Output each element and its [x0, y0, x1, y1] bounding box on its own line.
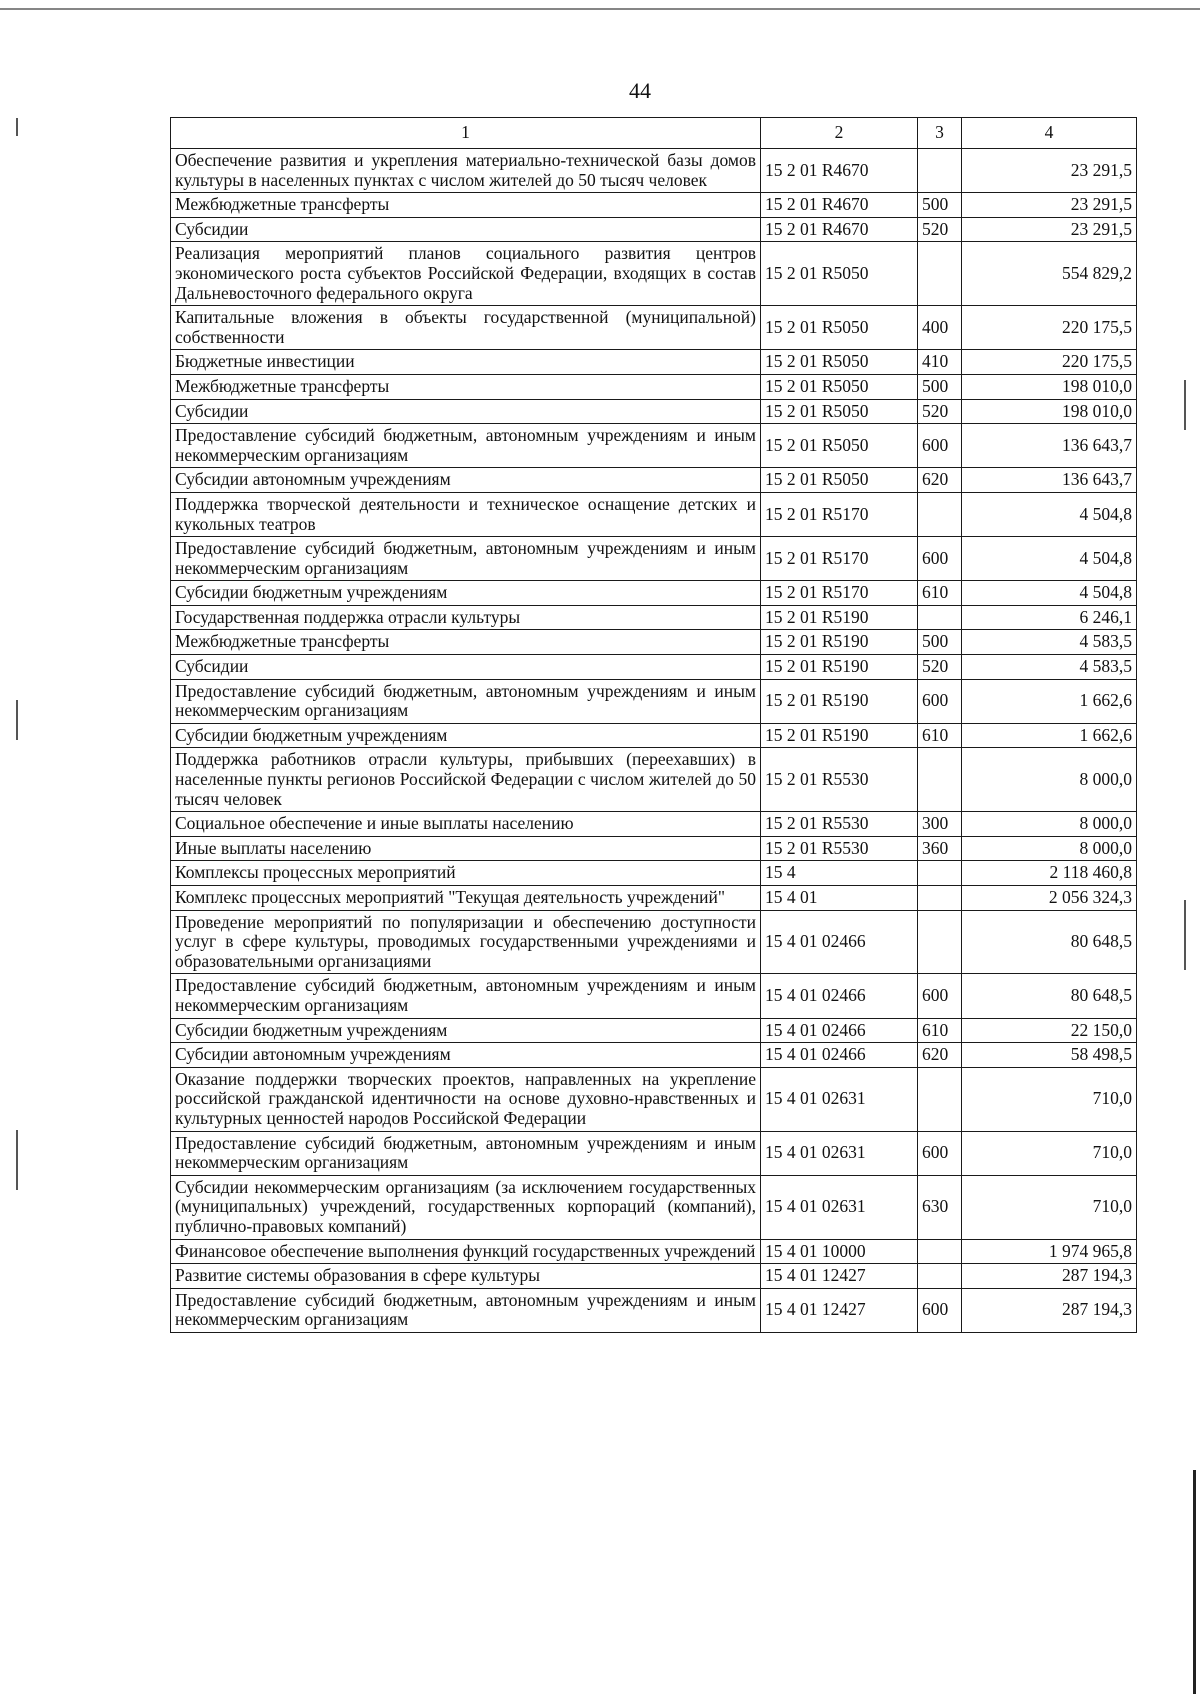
- row-code-cell: 15 2 01 R5190: [761, 630, 918, 655]
- row-name-cell: Комплексы процессных мероприятий: [171, 861, 761, 886]
- row-sum-cell: 80 648,5: [962, 910, 1137, 974]
- row-name-cell: Капитальные вложения в объекты государственной (муниципальной) собственности: [171, 306, 761, 350]
- table-header-row: [171, 118, 1137, 149]
- row-code-cell: 15 2 01 R5050: [761, 306, 918, 350]
- row-name-cell: Субсидии бюджетным учреждениям: [171, 581, 761, 606]
- row-sum-cell: 198 010,0: [962, 374, 1137, 399]
- row-sum-cell: 8 000,0: [962, 748, 1137, 812]
- row-type-cell: 600: [918, 537, 962, 581]
- row-code-cell: 15 2 01 R5530: [761, 836, 918, 861]
- table-row: [171, 1264, 1137, 1289]
- table-row: [171, 861, 1137, 886]
- scan-edge-line: [0, 8, 1200, 10]
- row-type-cell: 300: [918, 812, 962, 837]
- table-row: [171, 537, 1137, 581]
- header-cell: 1: [171, 118, 761, 149]
- row-type-cell: [918, 1239, 962, 1264]
- row-code-cell: 15 2 01 R4670: [761, 193, 918, 218]
- scan-mark: [16, 118, 18, 136]
- row-code-cell: 15 4 01 02631: [761, 1067, 918, 1131]
- row-name-cell: Предоставление субсидий бюджетным, автономным учреждениям и иным некоммерческим организациям: [171, 424, 761, 468]
- table-row: [171, 374, 1137, 399]
- row-type-cell: 600: [918, 424, 962, 468]
- row-name-cell: Социальное обеспечение и иные выплаты населению: [171, 812, 761, 837]
- budget-table: [170, 117, 1137, 1333]
- table-row: [171, 723, 1137, 748]
- row-sum-cell: 4 504,8: [962, 581, 1137, 606]
- row-type-cell: [918, 910, 962, 974]
- row-code-cell: 15 2 01 R5050: [761, 468, 918, 493]
- table-row: [171, 1043, 1137, 1068]
- table-row: [171, 242, 1137, 306]
- row-name-cell: Межбюджетные трансферты: [171, 193, 761, 218]
- row-sum-cell: 1 974 965,8: [962, 1239, 1137, 1264]
- row-sum-cell: 4 583,5: [962, 655, 1137, 680]
- table-row: [171, 605, 1137, 630]
- row-code-cell: 15 2 01 R5190: [761, 723, 918, 748]
- row-sum-cell: 287 194,3: [962, 1288, 1137, 1332]
- row-type-cell: [918, 861, 962, 886]
- row-code-cell: 15 4 01 10000: [761, 1239, 918, 1264]
- row-name-cell: Субсидии: [171, 217, 761, 242]
- row-sum-cell: 22 150,0: [962, 1018, 1137, 1043]
- table-row: [171, 1175, 1137, 1239]
- row-sum-cell: 23 291,5: [962, 149, 1137, 193]
- row-type-cell: 620: [918, 1043, 962, 1068]
- row-sum-cell: 710,0: [962, 1131, 1137, 1175]
- row-type-cell: 600: [918, 1288, 962, 1332]
- row-sum-cell: 220 175,5: [962, 306, 1137, 350]
- row-sum-cell: 710,0: [962, 1175, 1137, 1239]
- page-number: 44: [629, 78, 651, 103]
- row-code-cell: 15 2 01 R5050: [761, 399, 918, 424]
- row-type-cell: 360: [918, 836, 962, 861]
- row-sum-cell: 710,0: [962, 1067, 1137, 1131]
- row-type-cell: 610: [918, 581, 962, 606]
- row-code-cell: 15 2 01 R5530: [761, 812, 918, 837]
- row-sum-cell: 2 118 460,8: [962, 861, 1137, 886]
- row-name-cell: Субсидии: [171, 399, 761, 424]
- row-sum-cell: 220 175,5: [962, 350, 1137, 375]
- row-code-cell: 15 2 01 R5050: [761, 424, 918, 468]
- table-row: [171, 149, 1137, 193]
- row-name-cell: Предоставление субсидий бюджетным, автономным учреждениям и иным некоммерческим организациям: [171, 1288, 761, 1332]
- row-name-cell: Иные выплаты населению: [171, 836, 761, 861]
- header-cell: 2: [761, 118, 918, 149]
- row-code-cell: 15 2 01 R4670: [761, 149, 918, 193]
- row-name-cell: Предоставление субсидий бюджетным, автономным учреждениям и иным некоммерческим организациям: [171, 679, 761, 723]
- row-type-cell: 500: [918, 374, 962, 399]
- table-row: [171, 910, 1137, 974]
- row-code-cell: 15 2 01 R5170: [761, 537, 918, 581]
- row-sum-cell: 4 583,5: [962, 630, 1137, 655]
- row-name-cell: Предоставление субсидий бюджетным, автономным учреждениям и иным некоммерческим организациям: [171, 974, 761, 1018]
- row-code-cell: 15 4 01 02466: [761, 1018, 918, 1043]
- row-type-cell: [918, 1264, 962, 1289]
- scan-mark: [1184, 900, 1186, 970]
- row-sum-cell: 8 000,0: [962, 812, 1137, 837]
- row-type-cell: [918, 748, 962, 812]
- row-type-cell: [918, 492, 962, 536]
- row-code-cell: 15 2 01 R4670: [761, 217, 918, 242]
- row-type-cell: 520: [918, 655, 962, 680]
- row-name-cell: Обеспечение развития и укрепления материально-технической базы домов культуры в населенных пунктах с числом жителей до 50 тысяч человек: [171, 149, 761, 193]
- row-name-cell: Комплекс процессных мероприятий "Текущая деятельность учреждений": [171, 886, 761, 911]
- table-row: [171, 424, 1137, 468]
- row-code-cell: 15 4 01: [761, 886, 918, 911]
- row-type-cell: 600: [918, 1131, 962, 1175]
- scan-mark: [1184, 380, 1186, 430]
- row-sum-cell: 23 291,5: [962, 217, 1137, 242]
- row-name-cell: Реализация мероприятий планов социального развития центров экономического роста субъектов Российской Федерации, входящих в состав Дальневосточного федерального округа: [171, 242, 761, 306]
- row-type-cell: 610: [918, 723, 962, 748]
- row-sum-cell: 2 056 324,3: [962, 886, 1137, 911]
- row-sum-cell: 23 291,5: [962, 193, 1137, 218]
- row-name-cell: Субсидии автономным учреждениям: [171, 468, 761, 493]
- row-name-cell: Предоставление субсидий бюджетным, автономным учреждениям и иным некоммерческим организациям: [171, 537, 761, 581]
- row-sum-cell: 136 643,7: [962, 468, 1137, 493]
- table-row: [171, 748, 1137, 812]
- row-sum-cell: 80 648,5: [962, 974, 1137, 1018]
- table-row: [171, 350, 1137, 375]
- row-code-cell: 15 4 01 12427: [761, 1264, 918, 1289]
- table-row: [171, 1018, 1137, 1043]
- row-type-cell: [918, 605, 962, 630]
- table-row: [171, 630, 1137, 655]
- row-sum-cell: 58 498,5: [962, 1043, 1137, 1068]
- table-row: [171, 492, 1137, 536]
- row-type-cell: [918, 149, 962, 193]
- table-row: [171, 886, 1137, 911]
- row-type-cell: 500: [918, 630, 962, 655]
- table-row: [171, 1067, 1137, 1131]
- row-type-cell: 410: [918, 350, 962, 375]
- row-type-cell: 520: [918, 399, 962, 424]
- header-cell: 3: [918, 118, 962, 149]
- row-sum-cell: 1 662,6: [962, 679, 1137, 723]
- row-name-cell: Межбюджетные трансферты: [171, 374, 761, 399]
- table-row: [171, 1288, 1137, 1332]
- row-name-cell: Оказание поддержки творческих проектов, направленных на укрепление российской гражданской идентичности на основе духовно-нравственных и культурных ценностей народов Российской Федерации: [171, 1067, 761, 1131]
- row-code-cell: 15 4 01 02466: [761, 974, 918, 1018]
- row-sum-cell: 4 504,8: [962, 492, 1137, 536]
- row-code-cell: 15 2 01 R5190: [761, 655, 918, 680]
- table-row: [171, 1239, 1137, 1264]
- table-row: [171, 399, 1137, 424]
- table-row: [171, 655, 1137, 680]
- row-code-cell: 15 2 01 R5050: [761, 350, 918, 375]
- row-name-cell: Поддержка творческой деятельности и техническое оснащение детских и кукольных театров: [171, 492, 761, 536]
- row-name-cell: Государственная поддержка отрасли культуры: [171, 605, 761, 630]
- row-name-cell: Субсидии бюджетным учреждениям: [171, 723, 761, 748]
- table-row: [171, 306, 1137, 350]
- row-sum-cell: 198 010,0: [962, 399, 1137, 424]
- table-row: [171, 974, 1137, 1018]
- table-row: [171, 217, 1137, 242]
- row-sum-cell: 136 643,7: [962, 424, 1137, 468]
- row-name-cell: Поддержка работников отрасли культуры, прибывших (переехавших) в населенные пункты регионов Российской Федерации с числом жителей до 50 тысяч человек: [171, 748, 761, 812]
- row-name-cell: Развитие системы образования в сфере культуры: [171, 1264, 761, 1289]
- row-name-cell: Межбюджетные трансферты: [171, 630, 761, 655]
- row-name-cell: Субсидии бюджетным учреждениям: [171, 1018, 761, 1043]
- row-code-cell: 15 4 01 02631: [761, 1175, 918, 1239]
- row-type-cell: [918, 1067, 962, 1131]
- row-code-cell: 15 2 01 R5170: [761, 492, 918, 536]
- table-row: [171, 193, 1137, 218]
- row-code-cell: 15 2 01 R5050: [761, 374, 918, 399]
- table-row: [171, 581, 1137, 606]
- row-sum-cell: 8 000,0: [962, 836, 1137, 861]
- row-type-cell: [918, 242, 962, 306]
- row-code-cell: 15 2 01 R5530: [761, 748, 918, 812]
- row-type-cell: 500: [918, 193, 962, 218]
- header-cell: 4: [962, 118, 1137, 149]
- row-code-cell: 15 4 01 02466: [761, 910, 918, 974]
- row-code-cell: 15 2 01 R5190: [761, 605, 918, 630]
- row-code-cell: 15 2 01 R5050: [761, 242, 918, 306]
- row-sum-cell: 4 504,8: [962, 537, 1137, 581]
- row-type-cell: 620: [918, 468, 962, 493]
- row-code-cell: 15 4 01 12427: [761, 1288, 918, 1332]
- scan-mark: [16, 1130, 18, 1190]
- row-name-cell: Субсидии автономным учреждениям: [171, 1043, 761, 1068]
- row-code-cell: 15 4 01 02466: [761, 1043, 918, 1068]
- table-row: [171, 836, 1137, 861]
- row-type-cell: 610: [918, 1018, 962, 1043]
- row-type-cell: 400: [918, 306, 962, 350]
- row-sum-cell: 287 194,3: [962, 1264, 1137, 1289]
- row-name-cell: Субсидии некоммерческим организациям (за исключением государственных (муниципальных) учреждений, государственных корпораций (компаний), публично-правовых компаний): [171, 1175, 761, 1239]
- row-name-cell: Проведение мероприятий по популяризации и обеспечению доступности услуг в сфере культуры, проводимых государственными учреждениями и образовательными организациями: [171, 910, 761, 974]
- table-row: [171, 679, 1137, 723]
- row-sum-cell: 554 829,2: [962, 242, 1137, 306]
- row-name-cell: Предоставление субсидий бюджетным, автономным учреждениям и иным некоммерческим организациям: [171, 1131, 761, 1175]
- table-row: [171, 812, 1137, 837]
- table-row: [171, 1131, 1137, 1175]
- row-name-cell: Финансовое обеспечение выполнения функций государственных учреждений: [171, 1239, 761, 1264]
- row-sum-cell: 1 662,6: [962, 723, 1137, 748]
- row-type-cell: 630: [918, 1175, 962, 1239]
- row-code-cell: 15 2 01 R5190: [761, 679, 918, 723]
- row-type-cell: 520: [918, 217, 962, 242]
- row-code-cell: 15 2 01 R5170: [761, 581, 918, 606]
- row-code-cell: 15 4: [761, 861, 918, 886]
- row-type-cell: [918, 886, 962, 911]
- row-name-cell: Субсидии: [171, 655, 761, 680]
- scan-edge-line: [1193, 1470, 1196, 1694]
- table-row: [171, 468, 1137, 493]
- row-type-cell: 600: [918, 679, 962, 723]
- scan-mark: [16, 700, 18, 740]
- row-code-cell: 15 4 01 02631: [761, 1131, 918, 1175]
- row-name-cell: Бюджетные инвестиции: [171, 350, 761, 375]
- row-type-cell: 600: [918, 974, 962, 1018]
- row-sum-cell: 6 246,1: [962, 605, 1137, 630]
